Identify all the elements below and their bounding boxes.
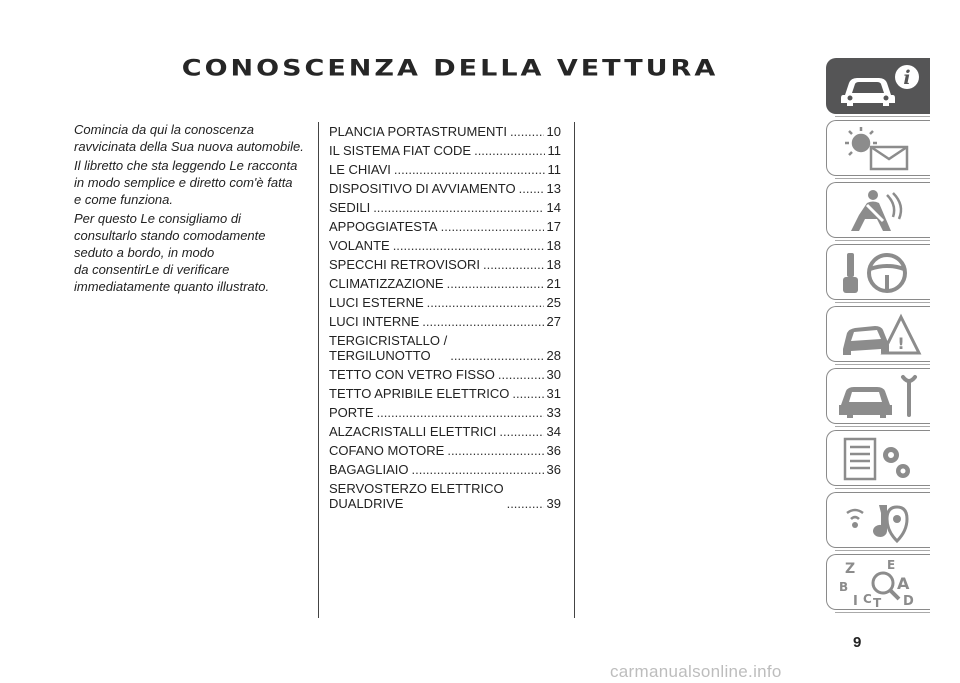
toc-label: SPECCHI RETROVISORI xyxy=(329,257,480,272)
tab-indice-alfabetico[interactable] xyxy=(826,554,930,610)
toc-page-number: 36 xyxy=(546,443,561,458)
toc-item-luci-interne[interactable] xyxy=(329,314,561,329)
intro-line: e come funziona. xyxy=(74,192,174,207)
toc-leader xyxy=(510,124,544,139)
toc-label: ALZACRISTALLI ELETTRICI xyxy=(329,424,497,439)
intro-line: in modo semplice e diretto com'è fatta xyxy=(74,175,293,190)
toc-page-number: 11 xyxy=(547,162,561,177)
toc-leader xyxy=(394,162,545,177)
index-letter: E xyxy=(887,559,896,572)
toc-item-appoggiatesta[interactable] xyxy=(329,219,561,234)
index-letter: I xyxy=(853,594,858,607)
alphabetical-index-icon xyxy=(837,559,923,607)
toc-item-cofano[interactable] xyxy=(329,443,561,458)
toc-item-tetto-apribile[interactable] xyxy=(329,386,561,401)
warning-lights-message-icon xyxy=(837,125,923,173)
toc-page-number: 11 xyxy=(547,143,561,158)
toc-item-bagagliaio[interactable] xyxy=(329,462,561,477)
toc-label: COFANO MOTORE xyxy=(329,443,445,458)
toc-page-number: 10 xyxy=(546,124,561,139)
toc-leader xyxy=(483,257,544,272)
tab-conoscenza-vettura[interactable] xyxy=(826,58,930,114)
toc-leader xyxy=(373,200,543,215)
toc-page-number: 28 xyxy=(546,348,561,363)
tab-manutenzione[interactable] xyxy=(826,368,930,424)
toc-label: BAGAGLIAIO xyxy=(329,462,409,477)
toc-label: DISPOSITIVO DI AVVIAMENTO xyxy=(329,181,516,196)
page-number: 9 xyxy=(853,634,862,651)
toc-item-fiat-code[interactable] xyxy=(329,143,561,158)
car-breakdown-warning-icon xyxy=(837,311,923,359)
tab-dati-tecnici[interactable] xyxy=(826,430,930,486)
intro-line: da consentirLe di verificare xyxy=(74,262,230,277)
toc-item-luci-esterne[interactable] xyxy=(329,295,561,310)
index-letter: C xyxy=(863,592,872,606)
toc-leader xyxy=(450,348,543,363)
toc-leader xyxy=(512,386,543,401)
toc-leader xyxy=(519,181,544,196)
toc-label: IL SISTEMA FIAT CODE xyxy=(329,143,472,158)
page-title: CONOSCENZA DELLA VETTURA xyxy=(181,56,719,82)
toc-page-number: 14 xyxy=(546,200,561,215)
toc-item-servosterzo[interactable] xyxy=(329,481,561,511)
svg-text:!: ! xyxy=(897,334,905,353)
toc-label: SEDILI xyxy=(329,200,371,215)
intro-text xyxy=(74,122,310,296)
toc-item-sedili[interactable] xyxy=(329,200,561,215)
toc-label: PLANCIA PORTASTRUMENTI xyxy=(329,124,507,139)
multimedia-icon xyxy=(837,497,923,545)
toc-label: CLIMATIZZAZIONE xyxy=(329,276,444,291)
toc-label: TETTO APRIBILE ELETTRICO xyxy=(329,386,510,401)
index-letter: D xyxy=(903,594,914,607)
chapter-tabs xyxy=(826,58,930,616)
tab-multimedia[interactable] xyxy=(826,492,930,548)
toc-page-number: 27 xyxy=(546,314,561,329)
intro-line: ravvicinata della Sua nuova automobile. xyxy=(74,139,304,154)
toc-item-avviamento[interactable] xyxy=(329,181,561,196)
toc-leader xyxy=(507,496,544,511)
key-steering-wheel-icon xyxy=(837,249,923,297)
intro-line: Per questo Le consigliamo di xyxy=(74,211,241,226)
toc-item-tetto-vetro[interactable] xyxy=(329,367,561,382)
toc-leader xyxy=(474,143,544,158)
column-divider xyxy=(574,122,575,618)
toc-item-plancia[interactable] xyxy=(329,124,561,139)
technical-specs-icon xyxy=(837,435,923,483)
intro-line: Comincia da qui la conoscenza xyxy=(74,122,254,137)
toc-leader xyxy=(393,238,544,253)
toc-page-number: 39 xyxy=(546,496,561,511)
toc-page-number: 18 xyxy=(546,257,561,272)
car-maintenance-icon xyxy=(837,373,923,421)
car-info-icon xyxy=(837,63,923,111)
toc-leader xyxy=(499,424,543,439)
tab-spie-messaggi[interactable] xyxy=(826,120,930,176)
toc-label: SERVOSTERZO ELETTRICO DUALDRIVE xyxy=(329,481,504,511)
toc-label: TERGICRISTALLO / TERGILUNOTTO xyxy=(329,333,448,363)
toc-leader xyxy=(422,314,543,329)
toc-label: TETTO CON VETRO FISSO xyxy=(329,367,495,382)
toc-label: VOLANTE xyxy=(329,238,390,253)
intro-line: Il libretto che sta leggendo Le racconta xyxy=(74,158,298,173)
watermark: carmanualsonline.info xyxy=(610,662,782,681)
toc-label: PORTE xyxy=(329,405,374,420)
intro-line: immediatamente quanto illustrato. xyxy=(74,279,270,294)
index-letter: B xyxy=(839,580,849,594)
toc-label: APPOGGIATESTA xyxy=(329,219,438,234)
tab-emergenza[interactable] xyxy=(826,306,930,362)
svg-text:i: i xyxy=(903,67,911,89)
toc-leader xyxy=(441,219,544,234)
toc-page-number: 17 xyxy=(546,219,561,234)
toc-item-climatizzazione[interactable] xyxy=(329,276,561,291)
toc-item-chiavi[interactable] xyxy=(329,162,561,177)
toc-item-tergicristallo[interactable] xyxy=(329,333,561,363)
toc-page-number: 13 xyxy=(546,181,561,196)
toc-leader xyxy=(447,443,543,458)
toc-page-number: 25 xyxy=(546,295,561,310)
toc-page-number: 21 xyxy=(546,276,561,291)
toc-label: LUCI INTERNE xyxy=(329,314,420,329)
column-divider xyxy=(318,122,319,618)
airbag-seatbelt-icon xyxy=(837,187,923,235)
tab-sicurezza[interactable] xyxy=(826,182,930,238)
toc-leader xyxy=(377,405,544,420)
toc-leader xyxy=(427,295,544,310)
toc-item-porte[interactable] xyxy=(329,405,561,420)
intro-line: seduto a bordo, in modo xyxy=(74,245,215,260)
toc-label: LUCI ESTERNE xyxy=(329,295,424,310)
toc-page-number: 33 xyxy=(546,405,561,420)
toc-label: LE CHIAVI xyxy=(329,162,391,177)
toc-page-number: 36 xyxy=(546,462,561,477)
intro-line: consultarlo stando comodamente xyxy=(74,228,266,243)
toc-leader xyxy=(498,367,544,382)
toc-item-alzacristalli[interactable] xyxy=(329,424,561,439)
tab-avviamento-guida[interactable] xyxy=(826,244,930,300)
index-letter: A xyxy=(897,574,910,593)
toc-page-number: 34 xyxy=(546,424,561,439)
toc-item-volante[interactable] xyxy=(329,238,561,253)
index-letter: Z xyxy=(845,561,856,577)
index-letter: T xyxy=(873,596,882,607)
toc-leader xyxy=(447,276,544,291)
table-of-contents xyxy=(329,124,561,515)
toc-page-number: 30 xyxy=(546,367,561,382)
toc-page-number: 31 xyxy=(546,386,561,401)
toc-page-number: 18 xyxy=(546,238,561,253)
toc-item-specchi[interactable] xyxy=(329,257,561,272)
toc-leader xyxy=(411,462,543,477)
